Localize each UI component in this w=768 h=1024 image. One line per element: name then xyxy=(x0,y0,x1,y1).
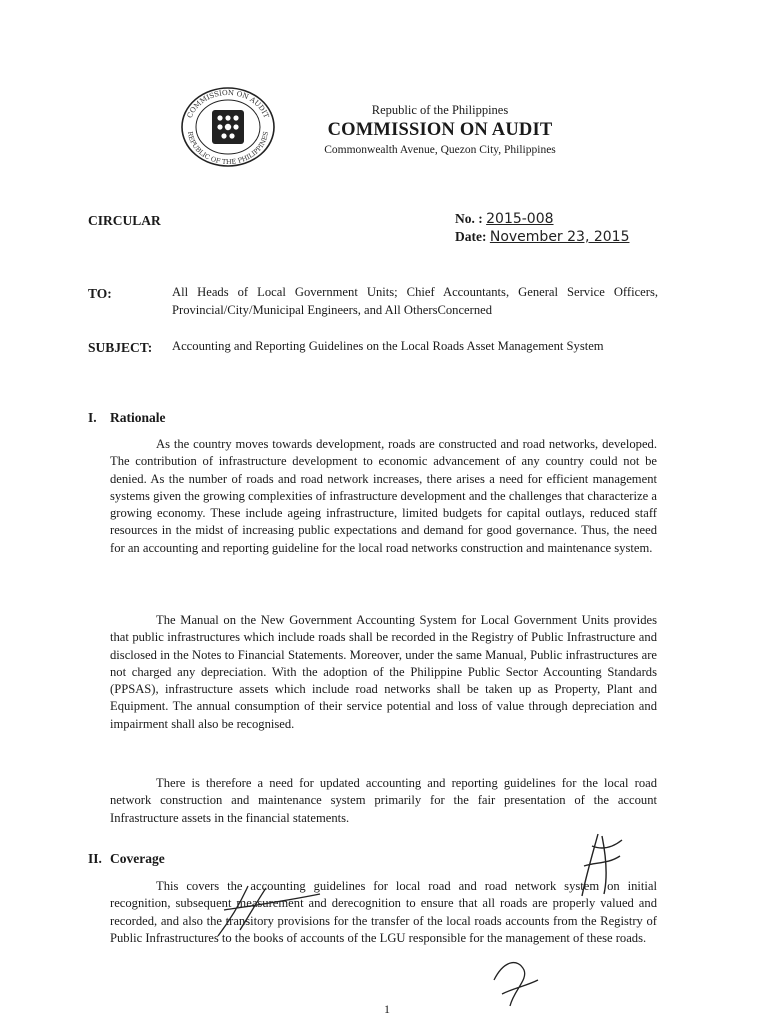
rationale-paragraph-3: There is therefore a need for updated accounting and reporting guidelines for the local road network construction and maintenance system primarily for the fair presentation of the account Infrastructure assets in the financial statements. xyxy=(110,776,657,825)
section-title-coverage: Coverage xyxy=(110,851,165,866)
seal-text-bottom: REPUBLIC OF THE PHILIPPINES xyxy=(185,130,271,167)
date-label: Date: xyxy=(455,229,487,244)
number-value: 2015-008 xyxy=(486,211,554,227)
coverage-paragraph-1: This covers the accounting guidelines for local road and road network system on initial recognition, subsequent measurement and derecognition to ensure that all roads are properly valued and recorded, and also the transitory provisions for the transfer of the local roads accounts from the Registry of Public Infrastructures to the books of accounts of the LGU responsible for the management of these roads. xyxy=(110,879,657,945)
coa-seal-logo xyxy=(178,86,278,168)
page-number: 1 xyxy=(384,1002,390,1016)
to-label: TO: xyxy=(88,286,112,301)
republic-line: Republic of the Philippines xyxy=(371,103,509,117)
seal-text-top: COMMISSION ON AUDIT xyxy=(185,88,271,120)
section-number: I. xyxy=(88,410,97,425)
handwritten-initials-signature xyxy=(562,826,632,900)
number-label: No. : xyxy=(455,211,483,226)
circular-label: CIRCULAR xyxy=(88,213,161,228)
subject-text: Accounting and Reporting Guidelines on the Local Roads Asset Management System xyxy=(172,339,604,353)
agency-address: Commonwealth Avenue, Quezon City, Philippines xyxy=(324,144,556,156)
agency-name: COMMISSION ON AUDIT xyxy=(327,120,553,140)
letterhead xyxy=(280,102,600,158)
section-title-rationale: Rationale xyxy=(110,410,166,425)
circular-date xyxy=(455,229,629,245)
rationale-paragraph-1: As the country moves towards development, roads are constructed and road networks, developed. The contribution of infrastructure development to economic advancement of any country could not be denied. As the number of roads and road network increases, there arises a need for efficient management systems given the growing complexities of infrastructure development and the challenges that characterize a growing economy. These include ageing infrastructure, limited budgets for capital outlays, reduced staff resources in the midst of increasing public expectations and demand for good governance. Thus, the need for an accounting and reporting guideline for the local road networks construction and maintenance system. xyxy=(110,437,657,555)
handwritten-initials-signature xyxy=(484,950,544,1010)
rationale-paragraph-2: The Manual on the New Government Accounting System for Local Government Units provides that public infrastructures which include roads shall be recorded in the Registry of Public Infrastructure and disclosed in the Notes to Financial Statements. Moreover, under the same Manual, Public infrastructures are not charged any depreciation. With the adoption of the Philippine Public Sector Accounting Standards (PPSAS), infrastructure assets which include road networks shall be taken up as Property, Plant and Equipment. The annual consumption of their service potential and loss of value through depreciation and impairment shall also be recognised. xyxy=(110,613,657,731)
handwritten-mark-signature xyxy=(210,880,330,940)
subject-label: SUBJECT: xyxy=(88,340,153,355)
date-value: November 23, 2015 xyxy=(489,229,630,245)
circular-number xyxy=(455,211,554,227)
to-recipients: All Heads of Local Government Units; Chief Accountants, General Service Officers, Provincial/City/Municipal Engineers, and All OthersConcerned xyxy=(172,285,658,317)
section-number: II. xyxy=(88,851,102,866)
